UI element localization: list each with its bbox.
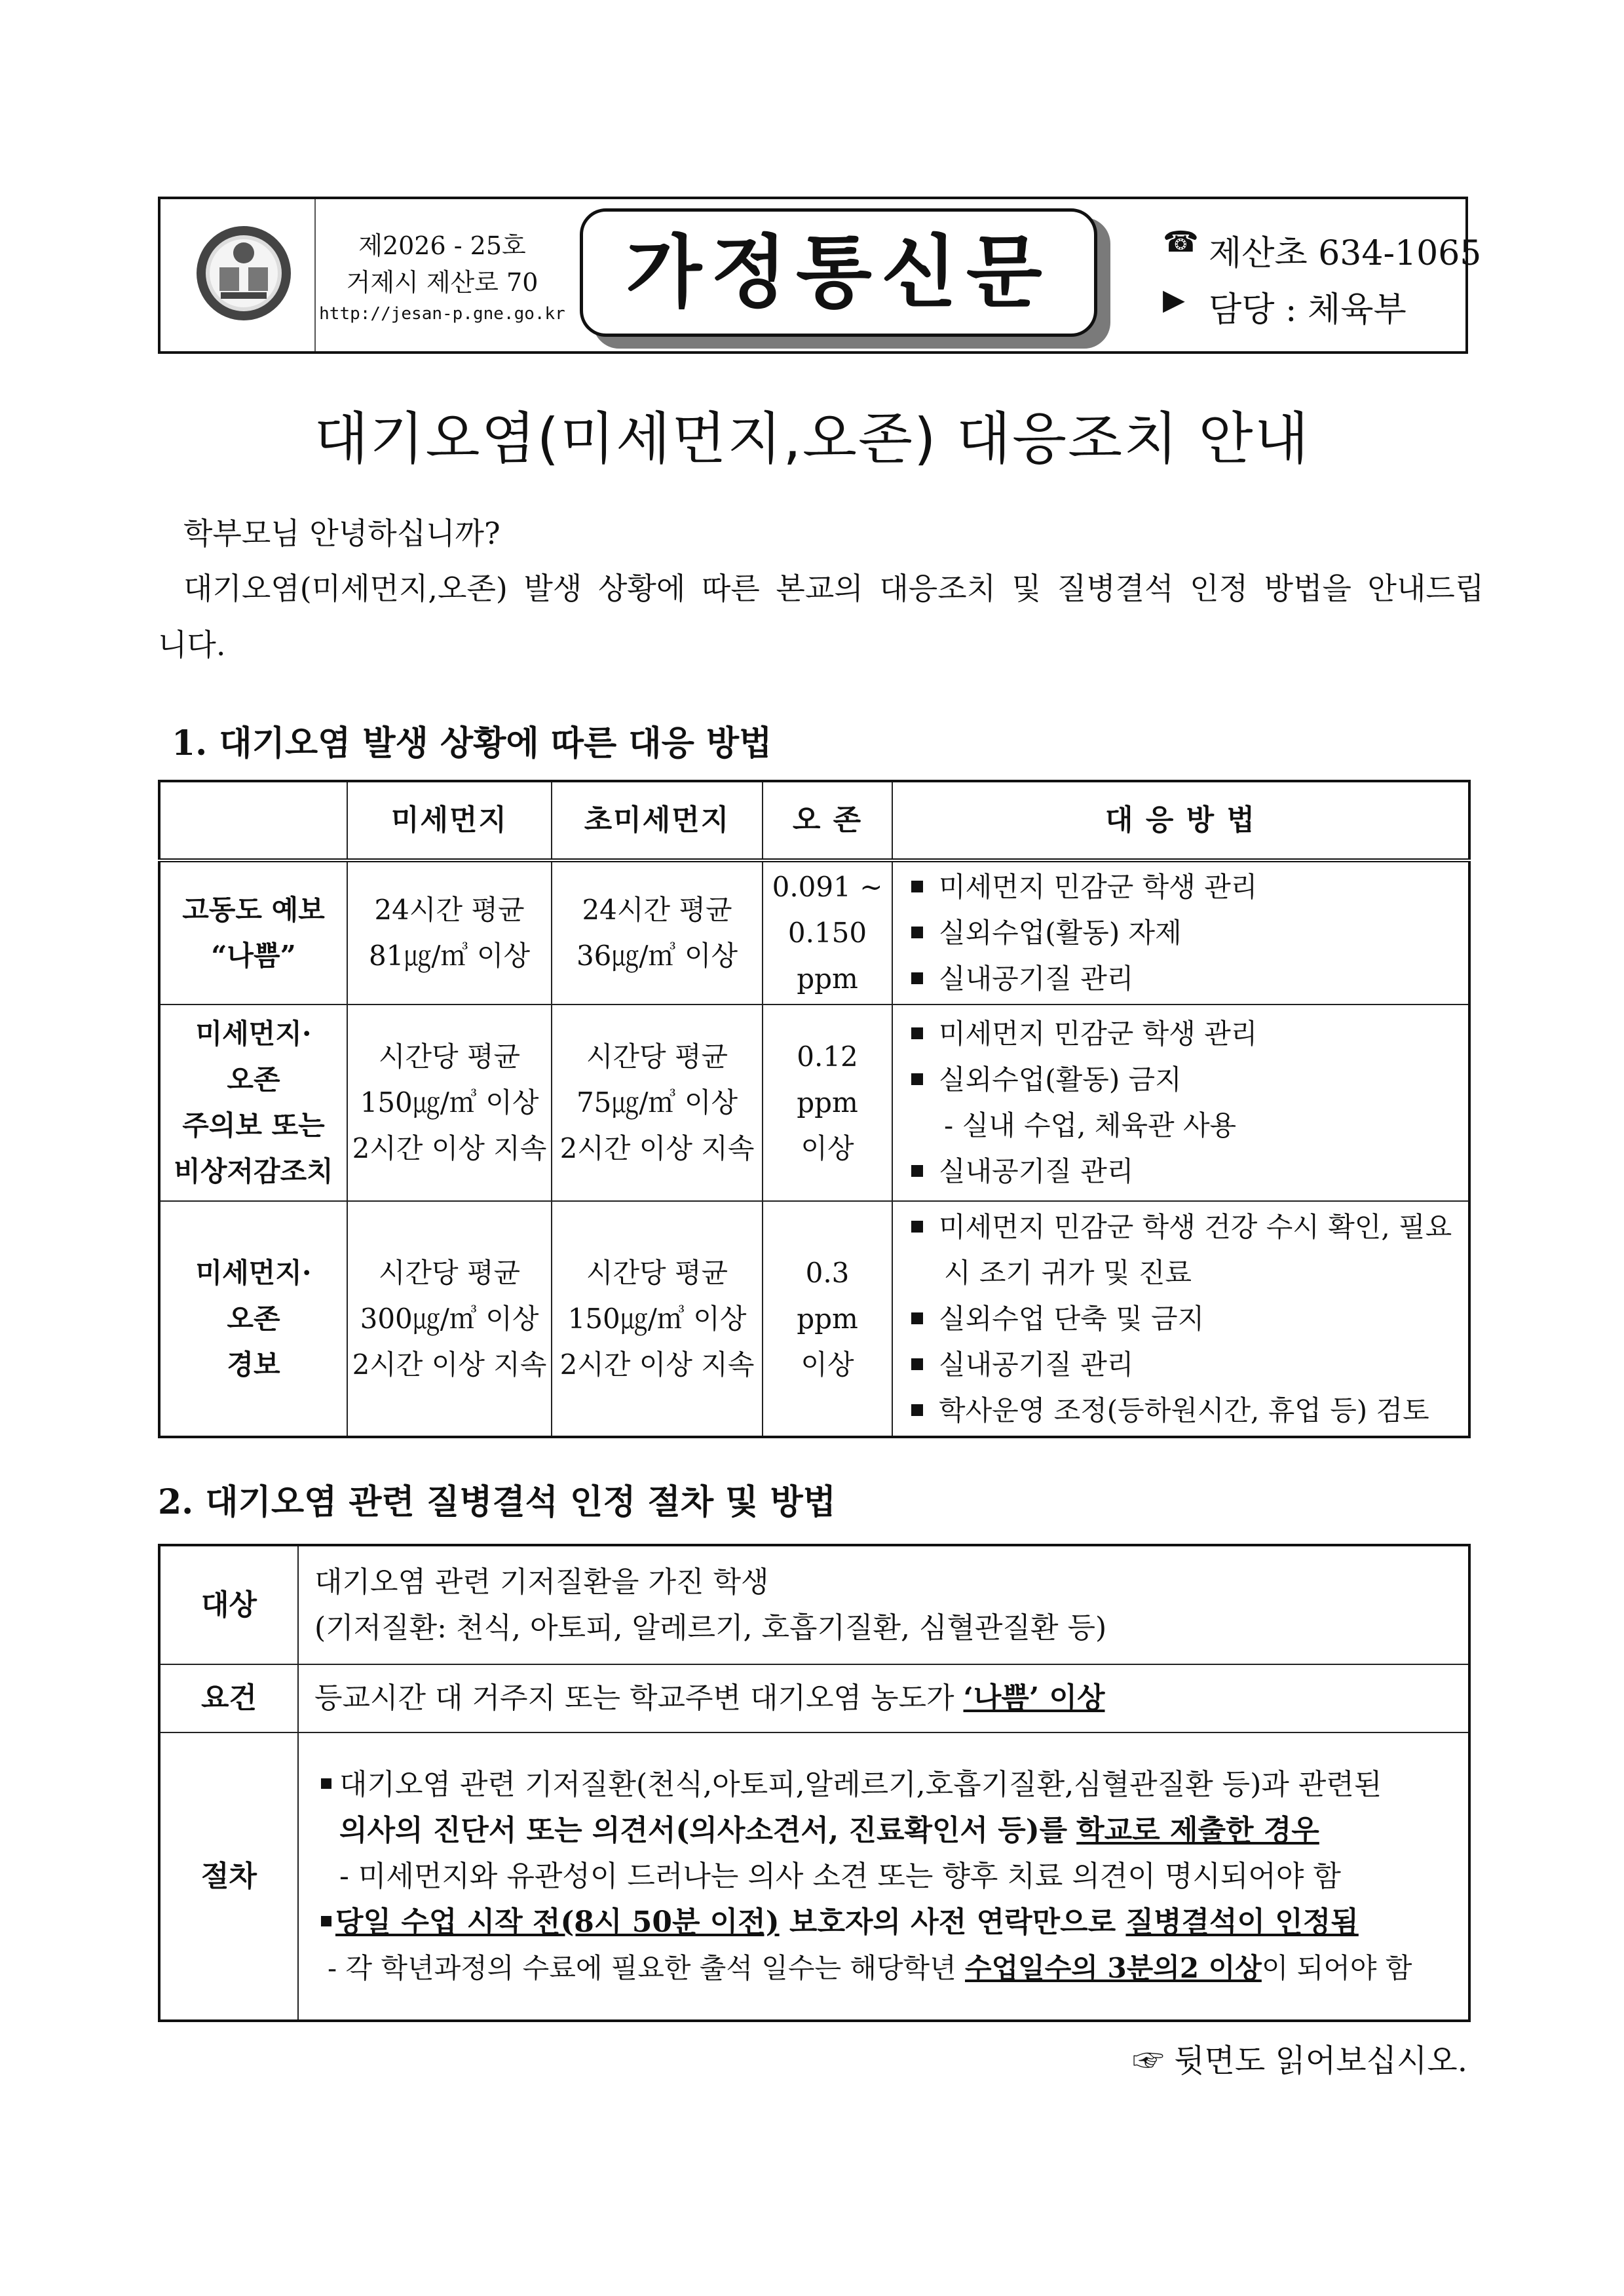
- procedure-label: 절차: [159, 1732, 298, 2021]
- action-continuation: 시 조기 귀가 및 진료: [944, 1256, 1192, 1289]
- bullet-square-icon: [911, 1027, 923, 1039]
- action-item: [911, 1057, 1468, 1103]
- section-2-title: 2. 대기오염 관련 질병결석 인정 절차 및 방법: [158, 1482, 836, 1522]
- intro-line-2: 니다.: [158, 627, 226, 662]
- table-row: [159, 1545, 1469, 1664]
- procedure-item: [314, 1900, 1468, 1945]
- school-emblem-logo: [195, 224, 293, 322]
- procedure-item: [314, 1808, 1468, 1854]
- cell-line: 0.091 ~: [772, 871, 883, 903]
- cell-line: 150㎍/㎥ 이상: [360, 1086, 539, 1119]
- ozone-cell: [763, 1201, 892, 1437]
- bullet-square-icon: [911, 1221, 923, 1233]
- logo-cell: [161, 199, 316, 351]
- header-cell-actions: 대 응 방 법: [892, 781, 1469, 860]
- table-row: [159, 1664, 1469, 1732]
- action-item: [911, 956, 1468, 1002]
- action-item: [911, 1149, 1468, 1195]
- newsletter-title: 가정통신문: [626, 226, 1051, 318]
- cell-line: ppm: [797, 1302, 858, 1335]
- pm25-cell: [552, 1004, 763, 1201]
- table-row: [159, 1732, 1469, 2021]
- cell-line: 시간당 평균: [378, 1256, 521, 1289]
- cell-line: 2시간 이상 지속: [559, 1348, 755, 1381]
- action-item: [911, 910, 1468, 956]
- action-text: 실내공기질 관리: [939, 963, 1134, 995]
- actions-cell: [892, 1201, 1469, 1437]
- header-cell-pm10: 미세먼지: [347, 781, 552, 860]
- school-address: 거제시 제산로 70: [346, 268, 538, 297]
- pm25-cell: [552, 1201, 763, 1437]
- pm25-cell: [552, 860, 763, 1004]
- cell-line: 24시간 평균: [582, 894, 732, 926]
- action-text: 실외수업(활동) 자제: [939, 917, 1182, 949]
- target-label: 대상: [159, 1545, 298, 1664]
- cell-line: 2시간 이상 지속: [352, 1132, 547, 1164]
- ozone-cell: [763, 860, 892, 1004]
- procedure-emphasis: 질병결석이 인정됨: [1125, 1905, 1359, 1939]
- cell-line: 75㎍/㎥ 이상: [576, 1086, 738, 1119]
- row-label-line: 주의보 또는: [182, 1109, 325, 1141]
- requirement-cell: [298, 1664, 1469, 1732]
- procedure-text: - 각 학년과정의 수료에 필요한 출석 일수는 해당학년: [328, 1951, 966, 1984]
- play-icon: ▶: [1163, 283, 1185, 316]
- row-label-line: 고동도 예보: [182, 894, 325, 926]
- cell-line: 81㎍/㎥ 이상: [368, 940, 531, 972]
- header-cell-empty: [159, 781, 347, 860]
- procedure-emphasis: 학교로 제출한 경우: [1076, 1813, 1319, 1847]
- procedure-item: [314, 1762, 1468, 1808]
- newsletter-header: [158, 197, 1482, 354]
- actions-cell: [892, 860, 1469, 1004]
- action-text: 실외수업 단축 및 금지: [939, 1302, 1205, 1335]
- bullet-square-icon: [911, 972, 923, 984]
- procedure-emphasis: 수업일수의 3분의2 이상: [965, 1951, 1262, 1984]
- bullet-square-icon: [321, 1778, 331, 1789]
- greeting: 학부모님 안녕하십니까?: [183, 516, 500, 551]
- procedure-note: - 미세먼지와 유관성이 드러나는 의사 소견 또는 향후 치료 의견이 명시되어야 함: [339, 1859, 1341, 1893]
- absence-procedure-table: [158, 1544, 1471, 2022]
- action-item: [911, 1342, 1468, 1388]
- cell-line: 0.12: [797, 1041, 858, 1073]
- phone-icon: ☎: [1163, 225, 1199, 259]
- cell-line: 36㎍/㎥ 이상: [576, 940, 738, 972]
- cell-line: 이상: [801, 1348, 854, 1381]
- action-item: [911, 1296, 1468, 1342]
- back-page-text: 뒷면도 읽어보십시오.: [1174, 2042, 1467, 2079]
- title-box: [580, 208, 1097, 337]
- row-label: [159, 1201, 347, 1437]
- cell-line: ppm: [797, 963, 858, 995]
- action-item: [911, 1011, 1468, 1057]
- action-item: [911, 1204, 1468, 1250]
- pointing-hand-icon: ☞: [1132, 2042, 1164, 2079]
- action-text: 학사운영 조정(등하원시간, 휴업 등) 검토: [939, 1394, 1429, 1426]
- row-label-line: 경보: [227, 1348, 280, 1381]
- row-label-line: 오존: [227, 1302, 280, 1335]
- procedure-text: 이 되어야 함: [1261, 1951, 1412, 1984]
- procedure-text: 의사의 진단서 또는 의견서(의사소견서, 진료확인서 등)를: [339, 1813, 1068, 1847]
- bullet-square-icon: [911, 1165, 923, 1177]
- response-table: [158, 780, 1471, 1438]
- requirement-label: 요건: [159, 1664, 298, 1732]
- target-line: (기저질환: 천식, 아토피, 알레르기, 호흡기질환, 심혈관질환 등): [314, 1611, 1107, 1645]
- ozone-cell: [763, 1004, 892, 1201]
- row-label: [159, 1004, 347, 1201]
- cell-line: 시간당 평균: [586, 1256, 728, 1289]
- bullet-square-icon: [911, 1073, 923, 1085]
- procedure-emphasis: 당일 수업 시작 전(8시 50분 이전): [335, 1905, 780, 1939]
- intro-line-1: 대기오염(미세먼지,오존) 발생 상황에 따른 본교의 대응조치 및 질병결석 인정 방법을 안내드립: [183, 571, 1484, 606]
- action-text: 실내공기질 관리: [939, 1155, 1134, 1187]
- pm10-cell: [347, 1201, 552, 1437]
- procedure-text: 보호자의 사전 연락만으로: [779, 1905, 1126, 1939]
- action-text: 미세먼지 민감군 학생 관리: [939, 1018, 1258, 1050]
- target-cell: [298, 1545, 1469, 1664]
- action-item: [911, 864, 1468, 910]
- action-text: 실외수업(활동) 금지: [939, 1063, 1182, 1096]
- row-label-line: “나쁨”: [211, 940, 296, 972]
- table-row: [159, 1201, 1469, 1437]
- bullet-square-icon: [911, 881, 923, 892]
- header-cell-pm25: 초미세먼지: [552, 781, 763, 860]
- row-label: [159, 860, 347, 1004]
- school-info: [314, 199, 570, 351]
- back-page-note: [1127, 2035, 1467, 2080]
- school-url[interactable]: http://jesan-p.gne.go.kr: [319, 304, 565, 324]
- action-text: 미세먼지 민감군 학생 건강 수시 확인, 필요: [939, 1210, 1452, 1243]
- procedure-cell: [298, 1732, 1469, 2021]
- requirement-text: 등교시간 대 거주지 또는 학교주변 대기오염 농도가: [314, 1681, 964, 1715]
- table-row: [159, 1004, 1469, 1201]
- cell-line: 150㎍/㎥ 이상: [567, 1302, 747, 1335]
- cell-line: 0.150: [787, 917, 867, 949]
- table-row: [159, 860, 1469, 1004]
- cell-line: 시간당 평균: [586, 1041, 728, 1073]
- actions-cell: [892, 1004, 1469, 1201]
- section-1-title: 1. 대기오염 발생 상황에 따른 대응 방법: [172, 723, 772, 763]
- bullet-square-icon: [321, 1916, 331, 1926]
- person-in-charge: 담당 : 체육부: [1209, 290, 1407, 330]
- table-header-row: [159, 781, 1469, 860]
- action-item: [911, 1388, 1468, 1434]
- header-cell-ozone: 오 존: [763, 781, 892, 860]
- cell-line: 2시간 이상 지속: [352, 1348, 547, 1381]
- bullet-square-icon: [911, 1312, 923, 1324]
- target-line: 대기오염 관련 기저질환을 가진 학생: [314, 1565, 769, 1599]
- phone-number: 제산초 634-1065: [1209, 234, 1482, 273]
- bullet-square-icon: [911, 1358, 923, 1370]
- row-label-line: 미세먼지·: [195, 1256, 312, 1289]
- action-text: 실내공기질 관리: [939, 1348, 1134, 1381]
- cell-line: 시간당 평균: [378, 1041, 521, 1073]
- row-label-line: 비상저감조치: [174, 1155, 333, 1187]
- cell-line: ppm: [797, 1086, 858, 1119]
- cell-line: 0.3: [805, 1256, 850, 1289]
- procedure-text: 대기오염 관련 기저질환(천식,아토피,알레르기,호흡기질환,심혈관질환 등)과 관련된: [339, 1767, 1382, 1801]
- row-label-line: 미세먼지·: [195, 1018, 312, 1050]
- cell-line: 이상: [801, 1132, 854, 1164]
- bullet-square-icon: [911, 927, 923, 938]
- issue-number: 제2026 - 25호: [358, 231, 526, 260]
- pm10-cell: [347, 1004, 552, 1201]
- procedure-note: [314, 1945, 1468, 1991]
- cell-line: 300㎍/㎥ 이상: [360, 1302, 539, 1335]
- cell-line: 24시간 평균: [374, 894, 525, 926]
- requirement-emphasis: ‘나쁨’ 이상: [963, 1681, 1105, 1715]
- row-label-line: 오존: [227, 1063, 280, 1096]
- action-sub-item: - 실내 수업, 체육관 사용: [944, 1109, 1237, 1141]
- pm10-cell: [347, 860, 552, 1004]
- cell-line: 2시간 이상 지속: [559, 1132, 755, 1164]
- bullet-square-icon: [911, 1404, 923, 1416]
- document-title: 대기오염(미세먼지,오존) 대응조치 안내: [314, 406, 1310, 472]
- action-text: 미세먼지 민감군 학생 관리: [939, 871, 1258, 903]
